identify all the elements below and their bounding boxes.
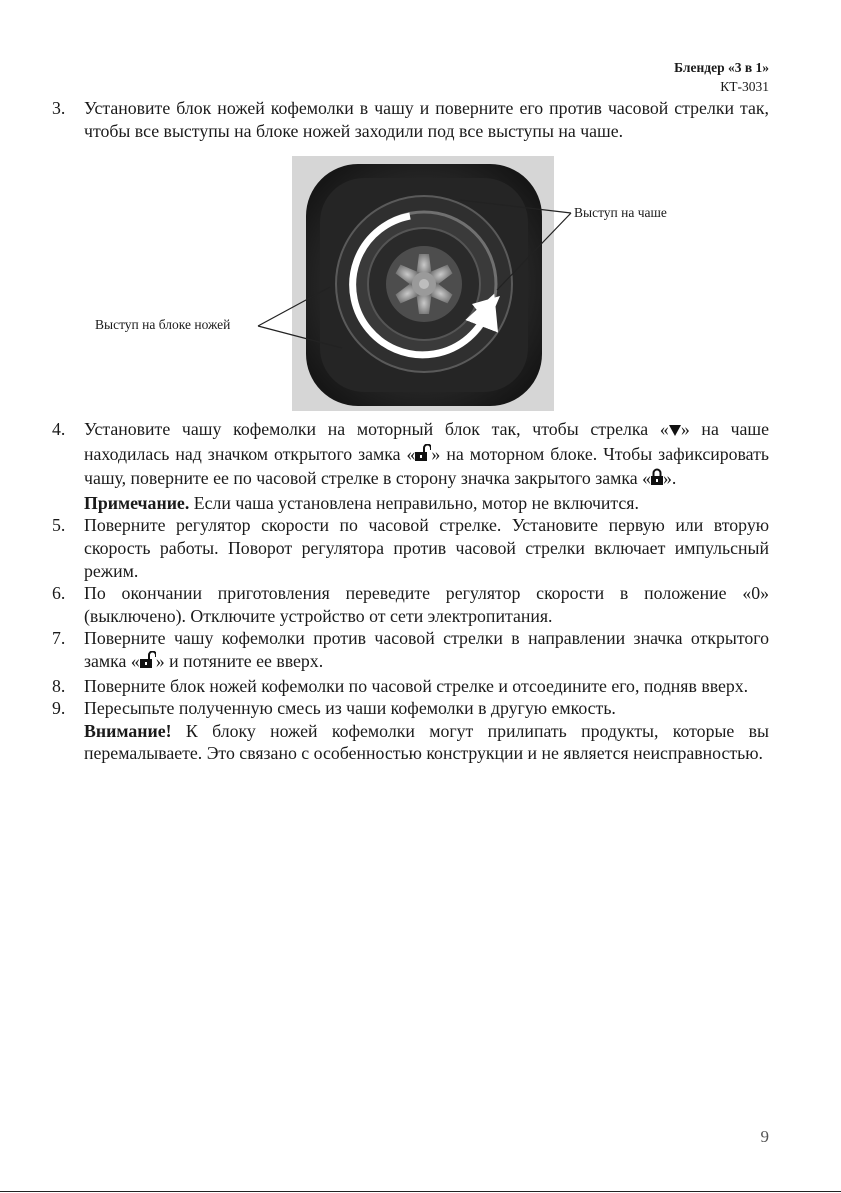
unlock-icon <box>415 444 431 468</box>
warning-label: Внимание! <box>84 720 172 741</box>
note-paragraph <box>84 492 769 515</box>
step-number: 4. <box>52 419 66 439</box>
list-item-step-6 <box>52 582 769 627</box>
unlock-icon <box>140 651 156 675</box>
step-text-part: Поверните чашу кофемолки против часовой стрелки в направлении значка открытого замка « <box>84 628 769 671</box>
callout-bowl-protrusion: Выступ на чаше <box>574 205 667 220</box>
warning-text: К блоку ножей кофемолки могут прилипать продукты, которые вы перемалываете. Это связано с особенностью конструкции и не является неисправностью. <box>84 720 769 764</box>
steps-list-bottom <box>52 418 769 765</box>
step-number: 9. <box>52 698 66 719</box>
list-item-step-8 <box>52 675 769 698</box>
step-number: 7. <box>52 628 66 649</box>
list-item-step-9 <box>52 697 769 765</box>
note-text: Если чаша установлена неправильно, мотор не включится. <box>189 492 639 513</box>
step-text-part: Установите чашу кофемолки на моторный блок так, чтобы стрелка « <box>84 419 669 439</box>
step-text-part: » на чаше находилась над значком открытого замка « <box>84 419 769 464</box>
callout-leader-lines <box>0 0 841 400</box>
callout-blade-protrusion: Выступ на блоке ножей <box>95 317 231 332</box>
step-text-part: » и потяните ее вверх. <box>155 650 324 671</box>
step-text: Поверните регулятор скорости по часовой стрелке. Установите первую или вторую скорость работы. Поворот регулятора против часовой стрелки включает импульсный режим. <box>84 515 769 581</box>
lock-icon <box>651 468 663 492</box>
step-text: Пересыпьте полученную смесь из чаши кофемолки в другую емкость. <box>84 698 616 719</box>
step-number: 6. <box>52 583 66 604</box>
step-number: 8. <box>52 675 66 696</box>
down-triangle-icon <box>669 420 681 443</box>
step-text: По окончании приготовления переведите регулятор скорости в положение «0» (выключено). Отключите устройство от сети электропитания. <box>84 583 769 626</box>
list-item-step-5 <box>52 514 769 582</box>
header-model: КТ-3031 <box>720 79 769 94</box>
step-text: Поверните блок ножей кофемолки по часовой стрелке и отсоедините его, подняв вверх. <box>84 675 749 696</box>
step-number: 3. <box>52 98 66 118</box>
step-number: 5. <box>52 515 66 536</box>
step-text: Установите блок ножей кофемолки в чашу и поверните его против часовой стрелки так, чтобы все выступы на блоке ножей заходили под все выступы на чаше. <box>84 98 769 141</box>
step-text-part: ». <box>662 468 677 489</box>
page-number: 9 <box>760 1127 769 1146</box>
bottom-rule <box>0 1191 841 1192</box>
list-item-step-4 <box>52 418 769 514</box>
warning-paragraph <box>84 720 769 765</box>
step-text-part: » на моторном блоке. Чтобы зафиксировать чашу, поверните ее по часовой стрелке в сторону значка закрытого замка « <box>84 443 769 489</box>
note-label: Примечание. <box>84 492 190 513</box>
header-title: Блендер «3 в 1» <box>674 60 769 75</box>
list-item-step-7 <box>52 627 769 674</box>
